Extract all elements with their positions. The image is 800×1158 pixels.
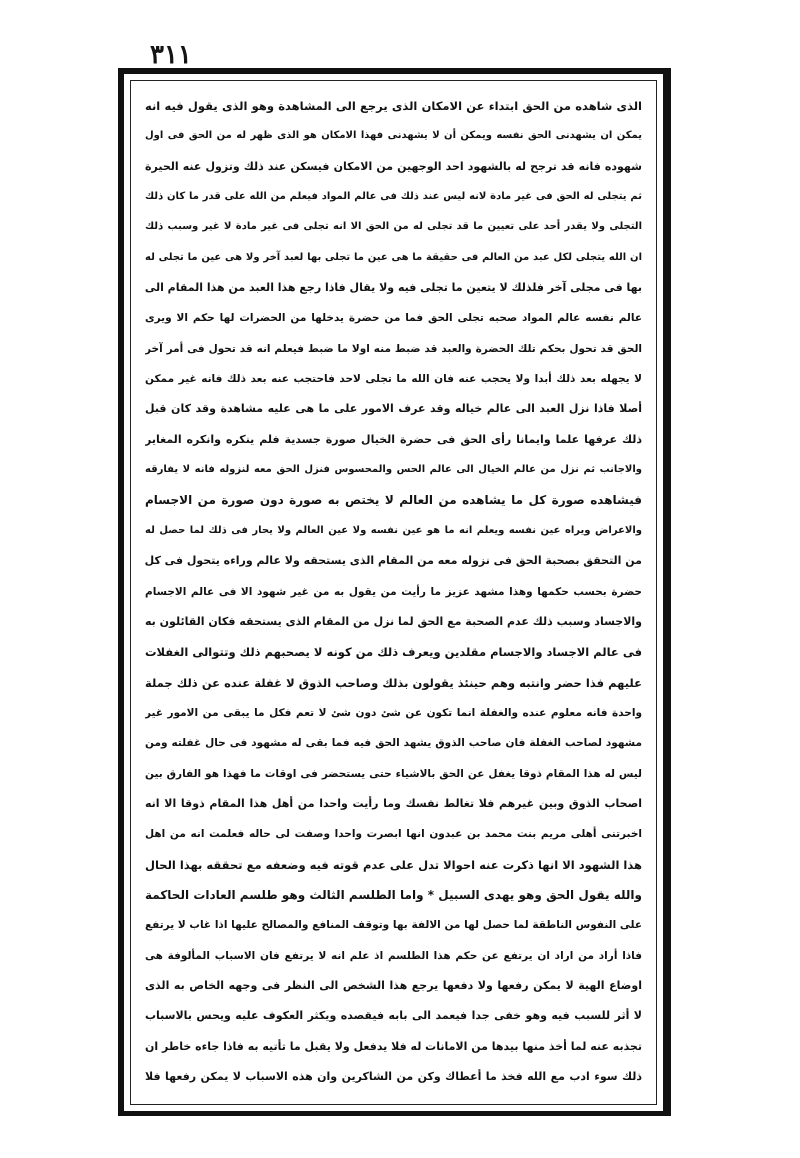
text-line: بها فى مجلى آخر فلذلك لا يتعين ما تجلى فيه ولا يقال فاذا رجع هذا العبد من هذا المقام الى xyxy=(145,281,642,295)
text-line: والاعراض ويراه عين نفسه ويعلم انه ما هو عين نفسه ولا عين العالم ولا يحار فى ذلك لما حصل له xyxy=(145,524,642,536)
text-line: التجلى ولا يقدر أحد على تعيين ما قد تجلى له من الحق الا انه تجلى فى غير مادة لا غير وسبب ذلك xyxy=(145,221,642,233)
text-line: واحدة فانه معلوم عنده والغفلة انما تكون عن شئ دون شئ لا تعم فكل ما يبقى من الامور غير xyxy=(145,706,642,719)
text-line: ان الله يتجلى لكل عبد من العالم فى حقيقة ما هى عين ما تجلى بها لعبد آخر ولا هى عين ما تجلى له xyxy=(145,251,642,263)
text-line: ذلك سوء ادب مع الله فخذ ما أعطاك وكن من الشاكرين وان هذه الاسباب لا يمكن رفعها فلا xyxy=(145,1070,642,1083)
text-line: من التحقق بصحبة الحق فى نزوله معه من المقام الذى يستحقه ولا عالم وراءه يتحول فى كل xyxy=(145,554,642,568)
text-line: الذى شاهده من الحق ابتداء عن الامكان الذى يرجع الى المشاهدة وهو الذى يقول فيه انه xyxy=(145,99,642,113)
text-line: ليس له هذا المقام ذوقا يغفل عن الحق بالاشياء حتى يستحضر فى اوقات ما فهذا هو الفارق بين xyxy=(145,767,642,780)
text-line: اصحاب الذوق وبين غيرهم فلا تغالط نفسك وما رأيت واحدا من أهل هذا المقام ذوقا الا انه xyxy=(145,796,642,810)
text-line: يمكن ان يشهدنى الحق نفسه ويمكن أن لا يشهدنى فهذا الامكان هو الذى ظهر له من الحق فى اول xyxy=(145,130,642,142)
text-line: لا يجهله بعد ذلك أبدا ولا يحجب عنه فان الله ما تجلى لاحد فاحتجب عنه بعد ذلك فانه غير ممكن xyxy=(145,373,642,386)
page-number: ٣١١ xyxy=(150,40,192,70)
text-line: فاذا أراد من اراد ان يرتفع عن حكم هذا الطلسم اذ علم انه لا يرتفع فان الاسباب المألوفة هى xyxy=(145,949,642,962)
page-border-frame xyxy=(118,68,671,1116)
text-block xyxy=(145,91,642,1092)
text-line: شهوده فانه قد ترجح له بالشهود احد الوجهين من الامكان فيسكن عند ذلك وتزول عنه الحيرة xyxy=(145,159,642,173)
text-line: والله يقول الحق وهو يهدى السبيل * واما الطلسم الثالث وهو طلسم العادات الحاكمة xyxy=(145,887,642,902)
text-line: فى عالم الاجساد والاجسام مقلدين ويعرف ذلك من كونه لا يصحبهم ذلك وتتوالى الغفلات xyxy=(145,645,642,660)
text-line: الحق قد تحول بحكم تلك الحضرة والعبد قد ضبط منه اولا ما ضبط فيعلم انه قد تحول فى أمر آخر xyxy=(145,342,642,355)
text-line: هذا الشهود الا انها ذكرت عنه احوالا تدل على عدم قوته فيه وضعفه مع تحققه بهذا الحال xyxy=(145,857,642,872)
text-line: والاجساد وسبب ذلك عدم الصحبة مع الحق لما نزل من المقام الذى يستحقه فكان القائلون به xyxy=(145,614,642,628)
text-line: ذلك عرفها علما وايمانا رأى الحق فى حضرة الخيال صورة جسدية فلم ينكره وانكره المغاير xyxy=(145,432,642,446)
text-line: والاجانب ثم نزل من عالم الخيال الى عالم الحس والمحسوس فنزل الحق معه لنزوله فانه لا يفارقه xyxy=(145,464,642,476)
text-line: اوضاع الهية لا يمكن رفعها ولا دفعها يرجع هذا الشخص الى النظر فى وجهه الخاص به الذى xyxy=(145,978,642,992)
text-line: أصلا فاذا نزل العبد الى عالم خياله وقد عرف الامور على ما هى عليه مشاهدة وقد كان قبل xyxy=(145,402,642,416)
text-line: تجذبه عنه لما أخذ منها بيدها من الامانات له فلا يدفعل ولا يقبل ما تأتيه به فاذا جاءه خاطر ان xyxy=(145,1039,642,1053)
text-line: فيشاهده صورة كل ما يشاهده من العالم لا يختص به صورة دون صورة من الاجسام xyxy=(145,493,642,508)
text-line: على النفوس الناطقة لما حصل لها من الالفة بها وتوقف المنافع والمصالح عليها اذا غاب لا يرتفع xyxy=(145,919,642,932)
text-line: عالم نفسه عالم المواد صحبه تجلى الحق فما من حضرة يدخلها من الحضرات لها حكم الا ويرى xyxy=(145,312,642,325)
text-line: مشهود لصاحب الغفلة فان صاحب الذوق يشهد الحق فيه فما بقى له مشهود فى حال غفلته ومن xyxy=(145,737,642,750)
text-line: عليهم فذا حضر وانتبه وهم حينئذ يقولون بذلك وصاحب الذوق لا غفلة عنده عن ذلك جملة xyxy=(145,675,642,690)
text-line: لا أثر للسبب فيه وهو خفى جدا فيعمد الى بابه فيقصده ويكثر العكوف عليه ويحس بالاسباب xyxy=(145,1009,642,1023)
page-inner-rule xyxy=(130,80,657,1105)
text-line: ثم يتجلى له الحق فى غير مادة لانه ليس عند ذلك فى عالم المواد فيعلم من الله على قدر ما كان ذلك xyxy=(145,191,642,203)
text-line: حضرة بحسب حكمها وهذا مشهد عزيز ما رأيت من يقول به من غير شهود الا فى عالم الاجسام xyxy=(145,585,642,598)
text-line: اخبرتنى أهلى مريم بنت محمد بن عبدون انها ابصرت واحدا وصفت لى حاله فعلمت انه من اهل xyxy=(145,828,642,841)
